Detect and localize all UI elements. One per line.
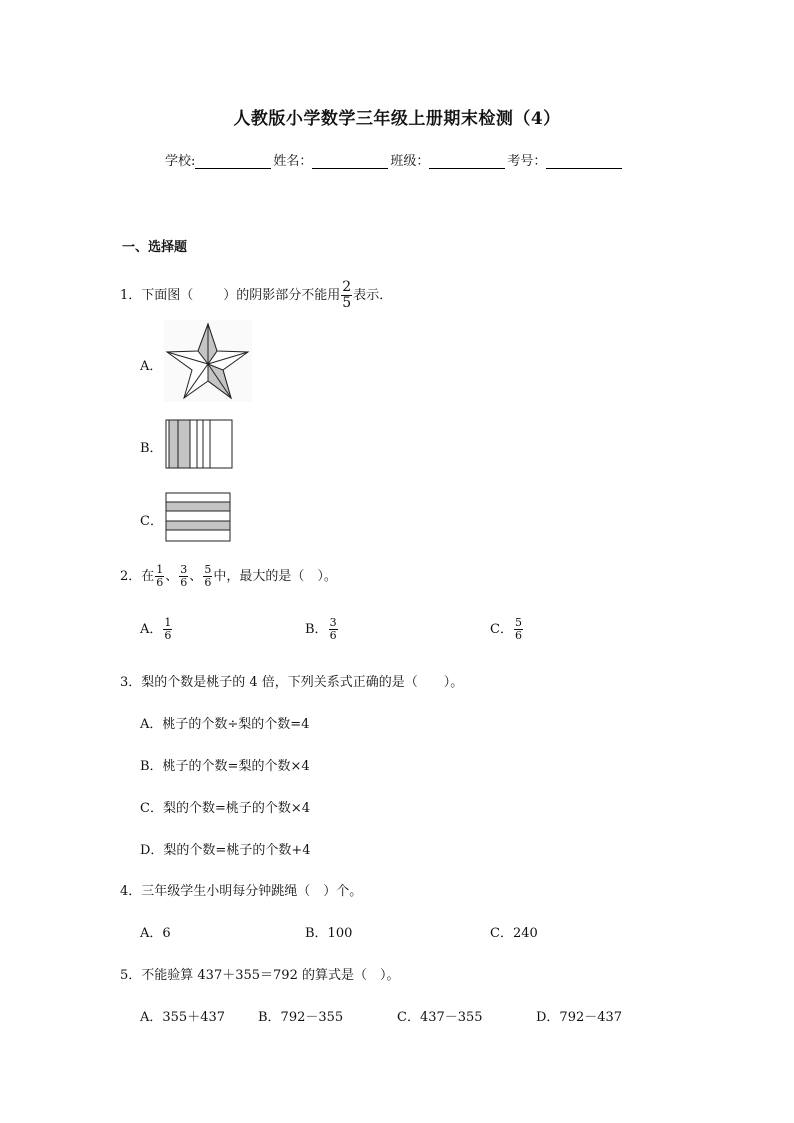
name-blank[interactable] (312, 154, 388, 169)
star-figure (164, 320, 252, 402)
school-blank[interactable] (195, 154, 271, 169)
q1-option-c-label: C． (140, 514, 163, 529)
question-5: 5．不能验算 437＋355＝792 的算式是（ ）。 (120, 968, 400, 983)
question-3: 3．梨的个数是桃子的 4 倍，下列关系式正确的是（ ）。 (120, 675, 464, 690)
horizontal-bars-figure (165, 492, 231, 542)
q4-option-a[interactable]: A．6 (140, 926, 171, 941)
name-label: 姓名： (273, 154, 313, 169)
vertical-bars-figure (165, 419, 233, 469)
number-label: 考号： (507, 154, 547, 169)
question-2: 2．在 $\frac{1}{6}$ 、 $\frac{3}{6}$ 、 $\frac{5}{6}$ 中，最大的是（ ）。 (120, 563, 337, 589)
q2-option-b[interactable]: B． $\frac{3}{6}$ (305, 616, 337, 642)
q2-fraction-3: $\frac{5}{6}$ (204, 563, 212, 589)
q5-option-b[interactable]: B．792－355 (258, 1010, 344, 1025)
q4-option-b[interactable]: B．100 (305, 926, 353, 941)
q1-suffix: 表示． (353, 288, 393, 303)
q2-option-c[interactable]: C． $\frac{5}{6}$ (490, 616, 522, 642)
q2-option-a[interactable]: A． $\frac{1}{6}$ (140, 616, 172, 642)
q4-option-c[interactable]: C．240 (490, 926, 538, 941)
q1-option-b-label: B． (140, 441, 163, 456)
q1-fraction: $\frac{2}{5}$ (342, 279, 352, 311)
q2-fraction-1: $\frac{1}{6}$ (156, 563, 164, 589)
school-label: 学校: (165, 154, 196, 169)
q5-option-d[interactable]: D．792－437 (536, 1010, 623, 1025)
student-info-line (165, 150, 624, 169)
class-label: 班级： (390, 154, 430, 169)
q3-option-c[interactable]: C．梨的个数=桃子的个数×4 (140, 801, 311, 816)
q2-fraction-2: $\frac{3}{6}$ (180, 563, 188, 589)
q5-option-a[interactable]: A．355＋437 (140, 1010, 226, 1025)
q5-option-c[interactable]: C．437－355 (397, 1010, 483, 1025)
question-4: 4．三年级学生小明每分钟跳绳（ ）个。 (120, 884, 363, 899)
section-title-choice: 一、选择题 (122, 240, 188, 255)
q1-option-a-label: A． (140, 359, 163, 374)
q1-middle: ）的阴影部分不能用 (223, 288, 341, 303)
q3-option-b[interactable]: B．桃子的个数=梨的个数×4 (140, 759, 310, 774)
number-blank[interactable] (546, 154, 622, 169)
question-1 (120, 280, 392, 311)
q3-option-a[interactable]: A．桃子的个数÷梨的个数=4 (140, 717, 310, 732)
class-blank[interactable] (429, 154, 505, 169)
q1-prefix: 1．下面图（ (120, 288, 194, 303)
page-title: 人教版小学数学三年级上册期末检测（4） (233, 109, 561, 129)
q3-option-d[interactable]: D．梨的个数=桃子的个数+4 (140, 843, 311, 858)
